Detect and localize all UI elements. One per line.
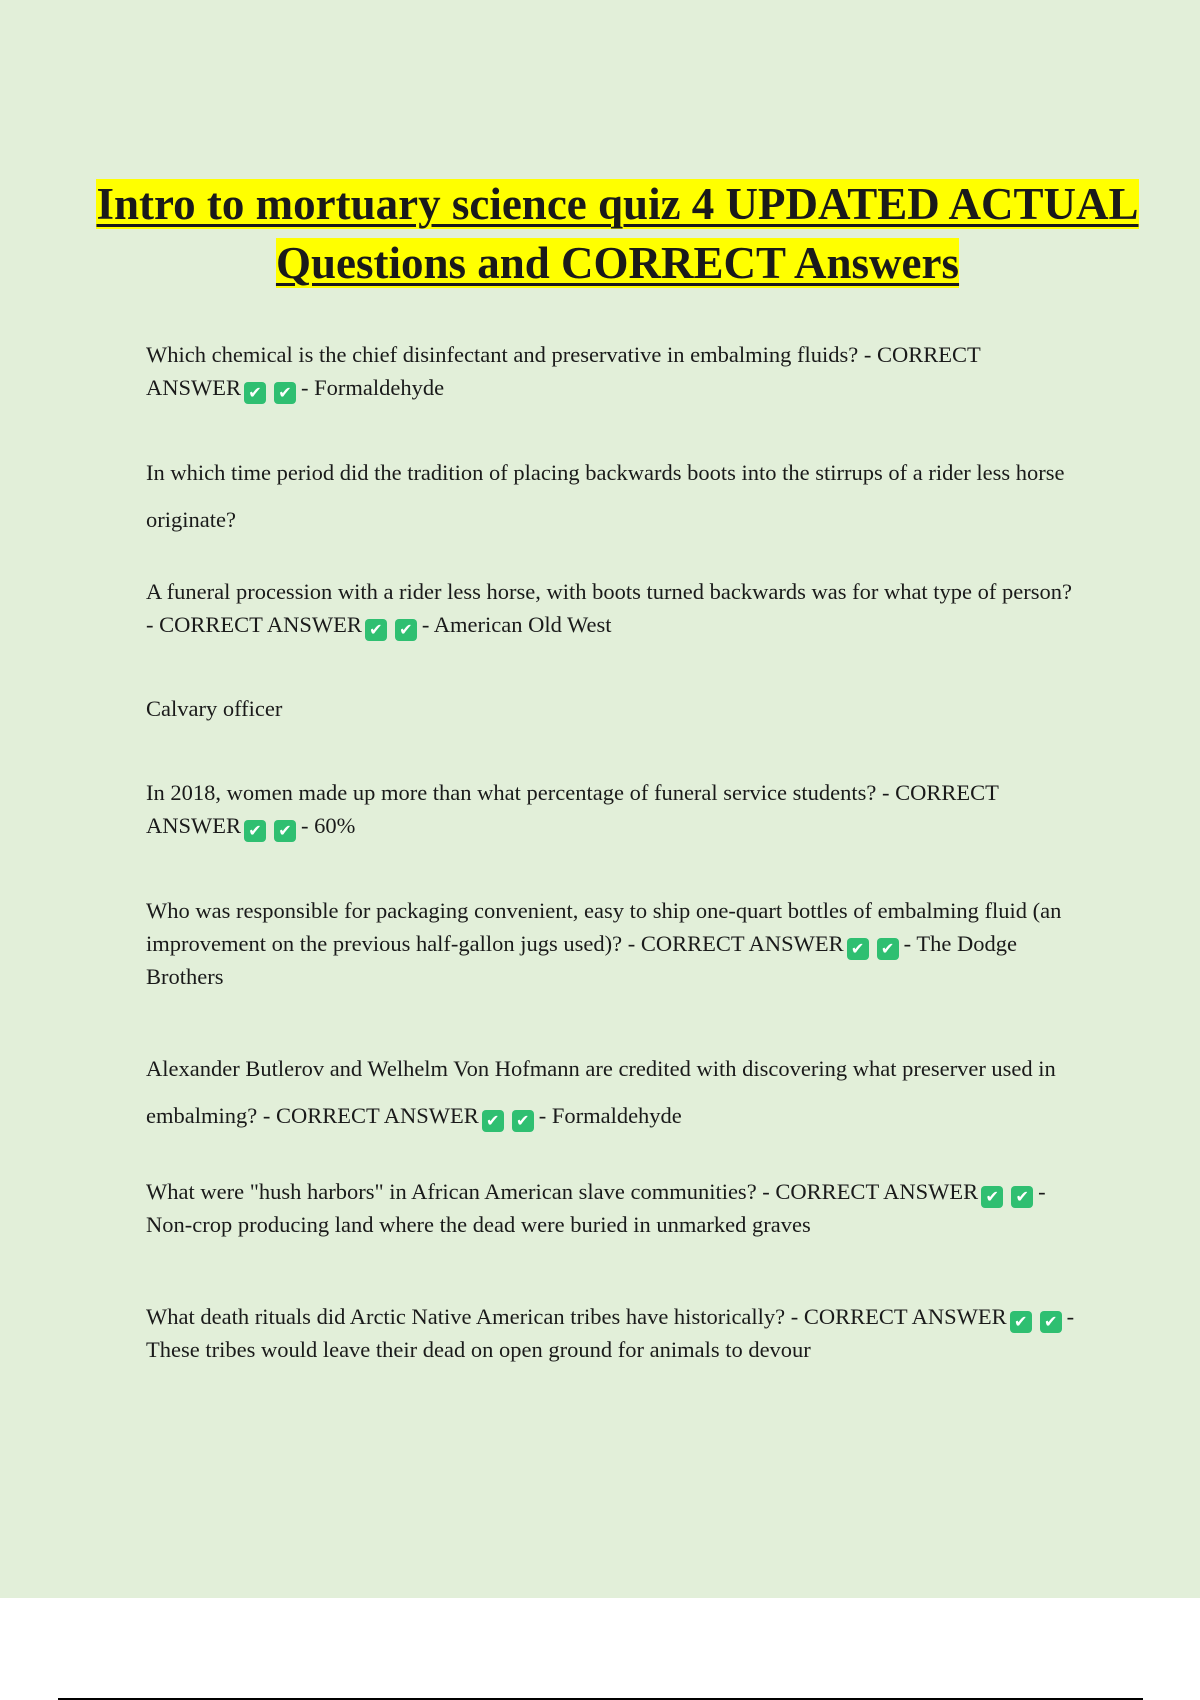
answer-text: - These tribes would leave their dead on open ground for animals to devour <box>146 1304 1075 1362</box>
check-mark-icon: ✔ <box>244 820 266 842</box>
check-mark-icon: ✔ <box>482 1110 504 1132</box>
answer-text: - American Old West <box>421 612 612 637</box>
qa-list <box>146 338 1076 1366</box>
check-mark-icon: ✔ <box>274 382 296 404</box>
qa-item <box>146 692 1076 725</box>
answer-text: - Non-crop producing land where the dead were buried in unmarked graves <box>146 1179 1046 1237</box>
question-text: In which time period did the tradition of placing backwards boots into the stirrups of a rider less horse originate? <box>146 460 1065 532</box>
answer-text: - 60% <box>301 813 356 838</box>
check-mark-icon: ✔ <box>981 1186 1003 1208</box>
qa-item <box>146 1175 1076 1241</box>
question-text: A funeral procession with a rider less horse, with boots turned backwards was for what type of person? - CORRECT ANSWER <box>146 579 1073 637</box>
check-mark-icon: ✔ <box>877 938 899 960</box>
qa-item <box>146 338 1076 404</box>
question-text: What death rituals did Arctic Native American tribes have historically? - CORRECT ANSWER <box>146 1304 1007 1329</box>
title-text: Intro to mortuary science quiz 4 UPDATED ACTUAL Questions and CORRECT Answers <box>96 179 1139 289</box>
question-text: Who was responsible for packaging convenient, easy to ship one-quart bottles of embalming fluid (an improvement on the previous half-gallon jugs used)? - CORRECT ANSWER <box>146 898 1062 956</box>
check-mark-icon: ✔ <box>1011 1186 1033 1208</box>
qa-item <box>146 894 1076 993</box>
question-text: Alexander Butlerov and Welhelm Von Hofmann are credited with discovering what preserver used in embalming? - CORRECT ANSWER <box>146 1056 1056 1128</box>
check-mark-icon: ✔ <box>274 820 296 842</box>
check-mark-icon: ✔ <box>1040 1311 1062 1333</box>
qa-item <box>146 449 1076 543</box>
check-mark-icon: ✔ <box>847 938 869 960</box>
question-text: In 2018, women made up more than what percentage of funeral service students? - CORRECT ANSWER <box>146 780 999 838</box>
question-text: Calvary officer <box>146 696 283 721</box>
check-mark-icon: ✔ <box>244 382 266 404</box>
answer-text: - Formaldehyde <box>301 375 445 400</box>
check-mark-icon: ✔ <box>395 619 417 641</box>
question-text: What were "hush harbors" in African American slave communities? - CORRECT ANSWER <box>146 1179 979 1204</box>
answer-text: - The Dodge Brothers <box>146 931 1017 989</box>
qa-item <box>146 1045 1076 1139</box>
document-title <box>90 175 1145 293</box>
check-mark-icon: ✔ <box>512 1110 534 1132</box>
qa-item <box>146 776 1076 842</box>
check-mark-icon: ✔ <box>365 619 387 641</box>
qa-item <box>146 575 1076 641</box>
answer-text: - Formaldehyde <box>538 1103 682 1128</box>
qa-item <box>146 1300 1076 1366</box>
check-mark-icon: ✔ <box>1010 1311 1032 1333</box>
question-text: Which chemical is the chief disinfectant and preservative in embalming fluids? - CORRECT ANSWER <box>146 342 981 400</box>
